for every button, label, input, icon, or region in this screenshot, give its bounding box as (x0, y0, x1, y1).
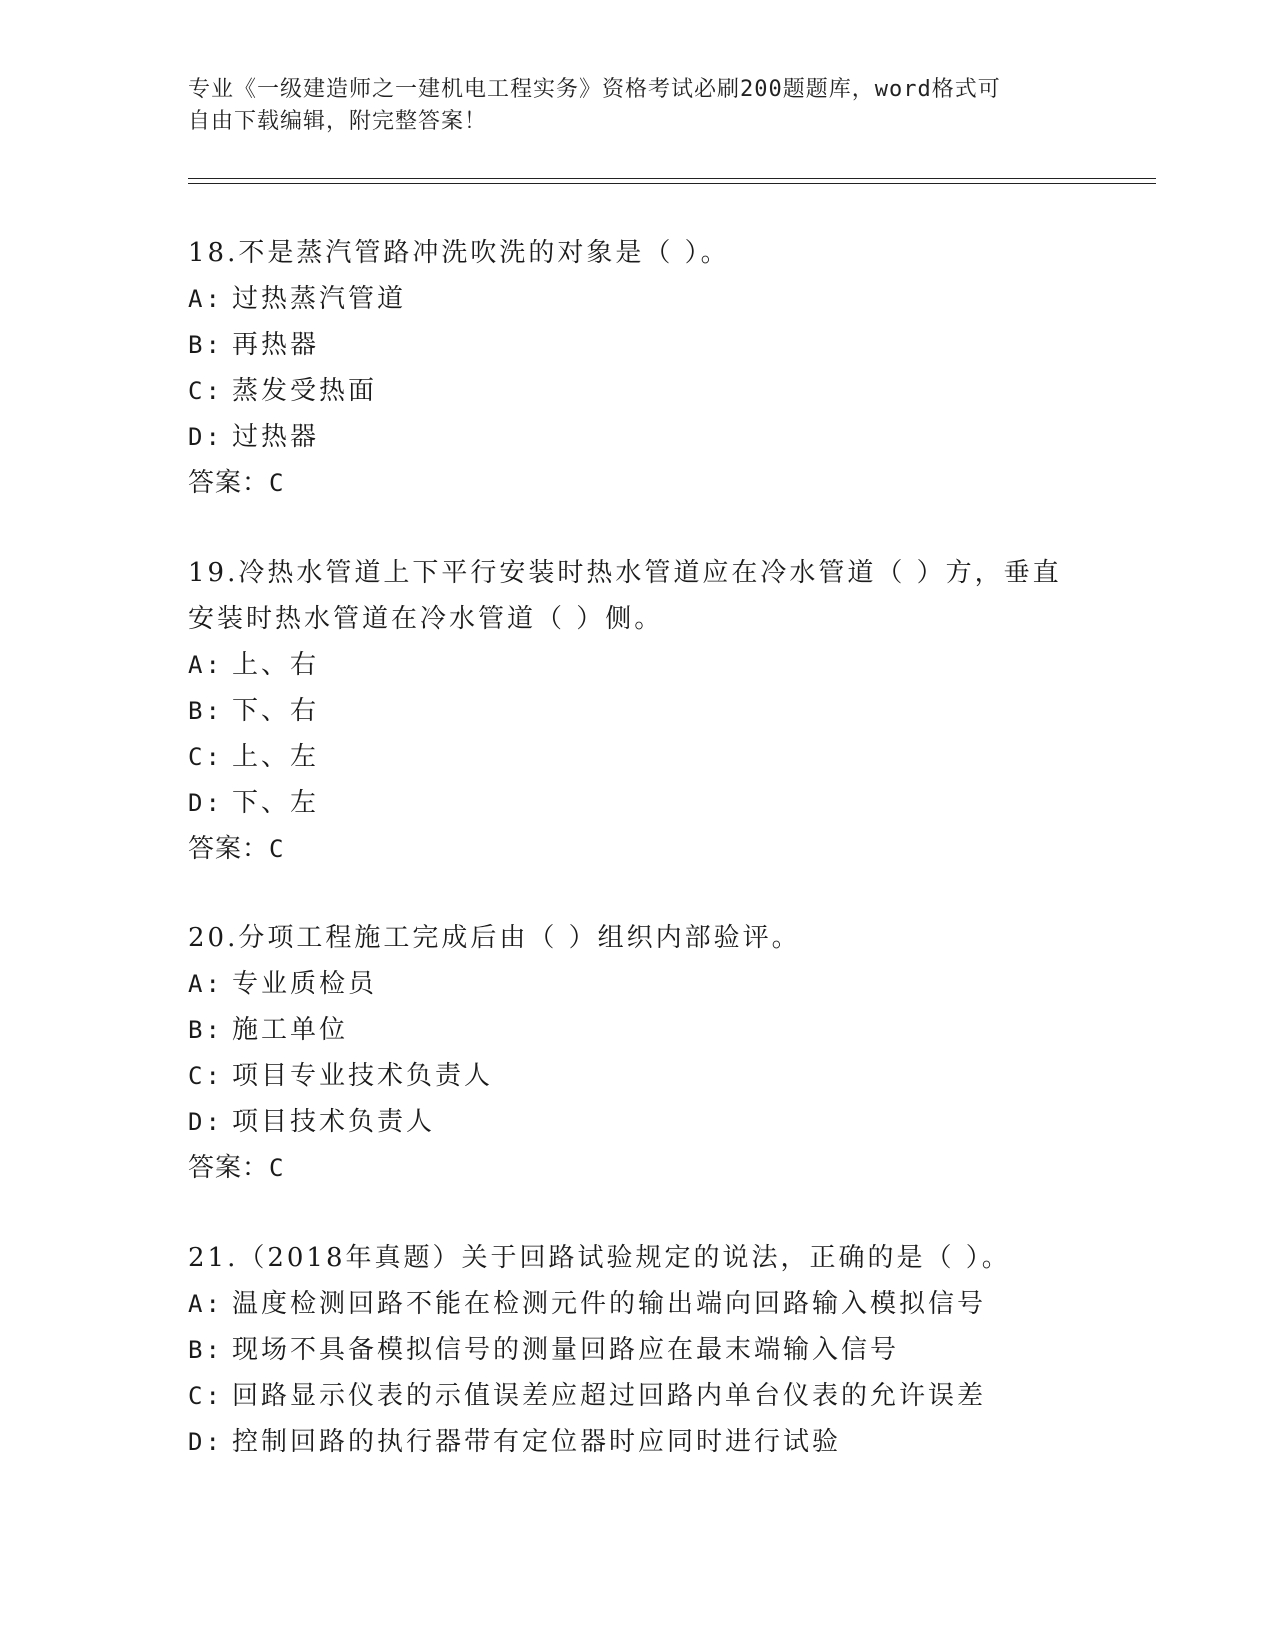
option-d (188, 1419, 1088, 1465)
question-stem: 18.不是蒸汽管路冲洗吹洗的对象是（ ）。 (188, 238, 730, 268)
answer-line (188, 460, 1088, 506)
option-letter: D: (188, 1108, 223, 1136)
answer-line (188, 1145, 1088, 1191)
question-stem-continued: 安装时热水管道在冷水管道（ ）侧。 (188, 604, 664, 634)
option-c (188, 1053, 1088, 1099)
option-letter: D: (188, 789, 223, 817)
option-d (188, 1099, 1088, 1145)
answer-value: C (269, 835, 285, 863)
option-text: 过热器 (232, 422, 320, 452)
answer-label: 答案： (188, 468, 270, 498)
option-text: 施工单位 (232, 1015, 349, 1045)
question-stem: 21.（2018年真题）关于回路试验规定的说法，正确的是（ ）。 (188, 1243, 1011, 1273)
answer-value: C (269, 1154, 285, 1182)
header-divider-top (188, 178, 1156, 179)
option-letter: A: (188, 1290, 223, 1318)
option-text: 过热蒸汽管道 (232, 284, 407, 314)
option-b (188, 322, 1088, 368)
option-text: 下、左 (232, 788, 320, 818)
option-a (188, 276, 1088, 322)
option-text: 上、左 (232, 742, 320, 772)
answer-line (188, 826, 1088, 872)
option-letter: D: (188, 423, 223, 451)
option-d (188, 780, 1088, 826)
option-letter: B: (188, 331, 223, 359)
option-text: 蒸发受热面 (232, 376, 378, 406)
option-c (188, 734, 1088, 780)
option-letter: B: (188, 697, 223, 725)
header-line-1: 专业《一级建造师之一建机电工程实务》资格考试必刷200题题库，word格式可 (188, 77, 1001, 102)
option-b (188, 688, 1088, 734)
header-line-2: 自由下载编辑，附完整答案！ (188, 109, 488, 134)
option-text: 温度检测回路不能在检测元件的输出端向回路输入模拟信号 (232, 1289, 987, 1319)
option-text: 上、右 (232, 650, 320, 680)
answer-label: 答案： (188, 1153, 270, 1183)
answer-value: C (269, 469, 285, 497)
question-19 (188, 550, 1088, 872)
option-letter: B: (188, 1016, 223, 1044)
option-text: 现场不具备模拟信号的测量回路应在最末端输入信号 (232, 1335, 900, 1365)
question-stem: 19.冷热水管道上下平行安装时热水管道应在冷水管道（ ）方，垂直 (188, 558, 1062, 588)
document-header (188, 74, 1068, 138)
option-letter: C: (188, 1382, 223, 1410)
option-letter: B: (188, 1336, 223, 1364)
option-c (188, 1373, 1088, 1419)
option-letter: C: (188, 743, 223, 771)
option-text: 下、右 (232, 696, 320, 726)
question-20 (188, 915, 1088, 1191)
option-text: 回路显示仪表的示值误差应超过回路内单台仪表的允许误差 (232, 1381, 987, 1411)
option-text: 专业质检员 (232, 969, 378, 999)
option-letter: A: (188, 970, 223, 998)
question-stem: 20.分项工程施工完成后由（ ）组织内部验评。 (188, 923, 801, 953)
option-letter: D: (188, 1428, 223, 1456)
option-a (188, 642, 1088, 688)
option-text: 项目技术负责人 (232, 1107, 436, 1137)
option-text: 控制回路的执行器带有定位器时应同时进行试验 (232, 1427, 842, 1457)
option-letter: C: (188, 377, 223, 405)
header-divider-bottom (188, 183, 1156, 184)
option-b (188, 1327, 1088, 1373)
option-a (188, 1281, 1088, 1327)
option-letter: C: (188, 1062, 223, 1090)
option-text: 项目专业技术负责人 (232, 1061, 494, 1091)
answer-label: 答案： (188, 834, 270, 864)
option-text: 再热器 (232, 330, 320, 360)
question-21 (188, 1235, 1088, 1465)
option-a (188, 961, 1088, 1007)
option-b (188, 1007, 1088, 1053)
option-letter: A: (188, 651, 223, 679)
option-d (188, 414, 1088, 460)
question-18 (188, 230, 1088, 506)
option-c (188, 368, 1088, 414)
option-letter: A: (188, 285, 223, 313)
